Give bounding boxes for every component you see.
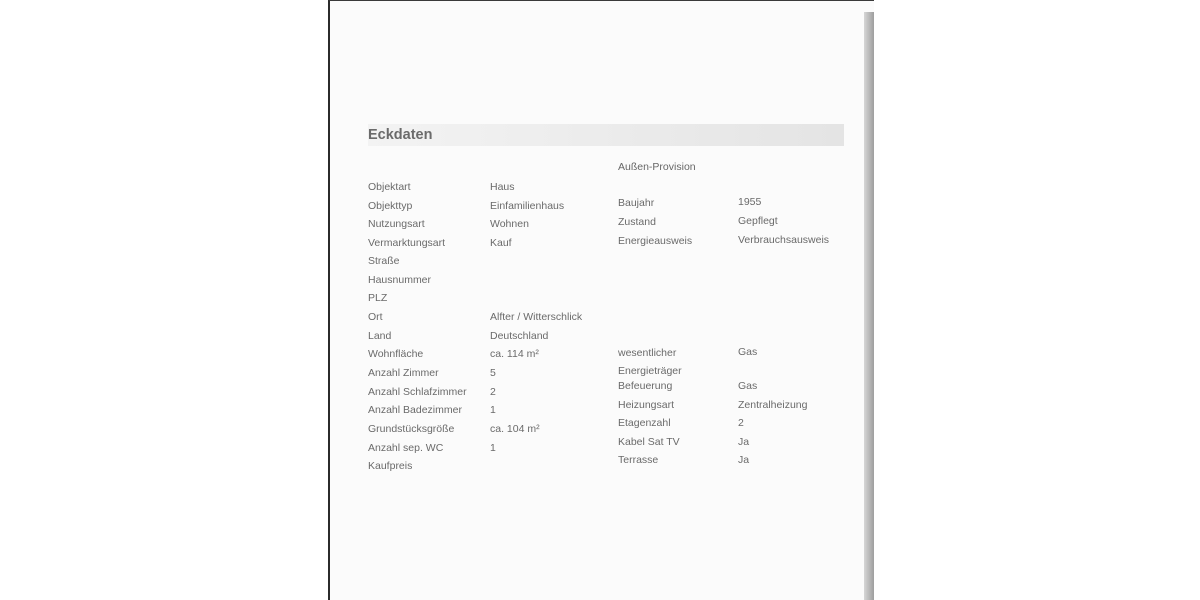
value: Gepflegt bbox=[738, 215, 778, 227]
value: Alfter / Witterschlick bbox=[490, 311, 583, 323]
label: Etagenzahl bbox=[618, 417, 671, 429]
label: Grundstücksgröße bbox=[368, 423, 455, 435]
value: Ja bbox=[738, 454, 750, 466]
provision-text: Außen-Provision bbox=[618, 161, 696, 173]
label: Kabel Sat TV bbox=[618, 436, 680, 448]
value: Deutschland bbox=[490, 330, 549, 342]
label: Anzahl Badezimmer bbox=[368, 404, 462, 416]
label: Wohnfläche bbox=[368, 348, 424, 360]
label: Ort bbox=[368, 311, 383, 323]
value: 5 bbox=[490, 367, 496, 379]
value: 2 bbox=[738, 417, 744, 429]
value: 1 bbox=[490, 404, 496, 416]
label: Objektart bbox=[368, 181, 411, 193]
value: 1 bbox=[490, 442, 496, 454]
label: Anzahl sep. WC bbox=[368, 442, 444, 454]
label: Energieausweis bbox=[618, 235, 693, 247]
label: Objekttyp bbox=[368, 200, 413, 212]
label: Befeuerung bbox=[618, 380, 673, 392]
paper-shadow-edge bbox=[864, 12, 874, 600]
label: Straße bbox=[368, 255, 400, 267]
label: wesentlicher Energieträger bbox=[618, 347, 682, 377]
label: Hausnummer bbox=[368, 274, 432, 286]
value: Kauf bbox=[490, 237, 512, 249]
heading-bar bbox=[368, 124, 844, 146]
value: Gas bbox=[738, 380, 758, 392]
label: Kaufpreis bbox=[368, 460, 413, 472]
value: Wohnen bbox=[490, 218, 529, 230]
label: Vermarktungsart bbox=[368, 237, 446, 249]
label: PLZ bbox=[368, 292, 388, 304]
label: Nutzungsart bbox=[368, 218, 425, 230]
paper-sheet bbox=[328, 0, 874, 600]
label: Baujahr bbox=[618, 197, 655, 209]
label: Heizungsart bbox=[618, 399, 675, 411]
value: 1955 bbox=[738, 196, 762, 208]
value: Zentralheizung bbox=[738, 399, 808, 411]
label: Terrasse bbox=[618, 454, 659, 466]
value: Gas bbox=[738, 346, 758, 358]
value: ca. 114 m² bbox=[490, 348, 539, 360]
value: Haus bbox=[490, 181, 515, 193]
value: 2 bbox=[490, 386, 496, 398]
value: Ja bbox=[738, 436, 750, 448]
label: Anzahl Zimmer bbox=[368, 367, 439, 379]
value: ca. 104 m² bbox=[490, 423, 540, 435]
value: Verbrauchsausweis bbox=[738, 234, 830, 246]
label: Zustand bbox=[618, 216, 656, 228]
label: Land bbox=[368, 330, 392, 342]
value: Einfamilienhaus bbox=[490, 200, 565, 212]
section-heading: Eckdaten bbox=[368, 127, 433, 143]
label: Anzahl Schlafzimmer bbox=[368, 386, 467, 398]
